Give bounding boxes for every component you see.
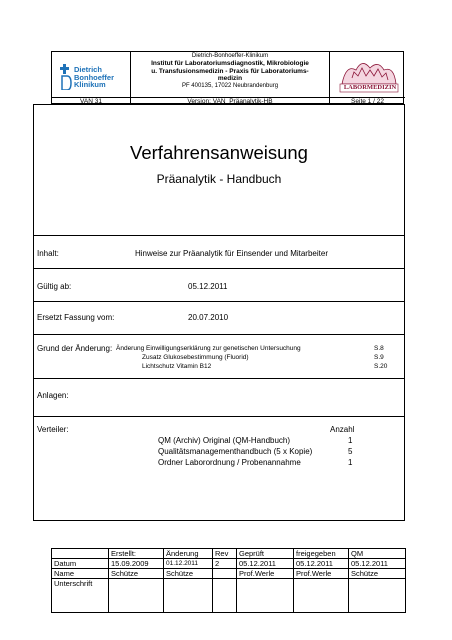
inhalt-label: Inhalt:: [37, 249, 59, 258]
verteiler-item: Qualitätsmanagementhandbuch (5 x Kopie): [158, 447, 313, 456]
page-number: Seite 1 / 22: [351, 98, 384, 105]
divider-1: [33, 235, 405, 236]
signoff-cell: [237, 579, 294, 613]
signoff-row-name: [52, 569, 406, 579]
clinic-logo: [52, 52, 130, 97]
divider-3: [33, 301, 405, 302]
grund-item-page: S.8: [374, 345, 384, 352]
signoff-header-cell: Rev: [213, 549, 237, 559]
signoff-cell: Schütze: [349, 569, 406, 579]
clinic-logo-icon: [60, 64, 72, 90]
verteiler-count: 5: [348, 447, 353, 456]
logo-line-2: Bonhoeffer: [74, 72, 114, 82]
grund-item: Lichtschutz Vitamin B12: [142, 363, 212, 370]
lab-logo: [330, 52, 405, 97]
divider-4: [33, 334, 405, 335]
signoff-header-cell: Erstellt:: [109, 549, 164, 559]
signoff-cell: Schütze: [164, 569, 213, 579]
grund-item: Änderung Einwilligungserklärung zur genetischen Untersuchung: [116, 345, 301, 352]
signoff-header-cell: Geprüft: [237, 549, 294, 559]
logo-line-3: Klinikum: [74, 80, 106, 89]
clinic-name: Dietrich-Bonhoeffer-Klinikum: [191, 53, 269, 59]
institute-line-2: u. Transfusionsmedizin - Praxis für Laboratoriums-: [151, 67, 309, 75]
signoff-cell: [213, 569, 237, 579]
signoff-header-cell: freigegeben: [294, 549, 349, 559]
signoff-cell: [349, 579, 406, 613]
signoff-cell: Unterschrift: [52, 579, 109, 613]
logo-line-1: Dietrich: [74, 65, 102, 74]
divider-2: [33, 268, 405, 269]
signoff-header-row: [52, 549, 406, 559]
doc-code: VAN 31: [80, 98, 102, 105]
inhalt-value: Hinweise zur Präanalytik für Einsender und Mitarbeiter: [135, 249, 328, 258]
signoff-cell: 05.12.2011: [237, 559, 294, 569]
institute-address: PF 400135, 17022 Neubrandenburg: [181, 82, 279, 89]
signoff-row-unterschrift: [52, 579, 406, 613]
verteiler-count: 1: [348, 458, 353, 467]
lab-logo-text: LABORMEDIZIN: [343, 84, 397, 91]
anlagen-label: Anlagen:: [37, 391, 69, 400]
anzahl-label: Anzahl: [330, 425, 355, 434]
divider-5: [33, 378, 405, 379]
gueltig-label: Gültig ab:: [37, 282, 72, 291]
signoff-cell: 05.12.2011: [349, 559, 406, 569]
verteiler-label: Verteiler:: [37, 425, 69, 434]
signoff-cell: 2: [213, 559, 237, 569]
verteiler-item: Ordner Laborordnung / Probenannahme: [158, 458, 301, 467]
institute-info: [130, 52, 330, 97]
doc-version: Version: VAN_Präanalytik-HB: [130, 98, 330, 105]
signoff-cell: Schütze: [109, 569, 164, 579]
verteiler-count: 1: [348, 436, 353, 445]
gueltig-value: 05.12.2011: [188, 282, 228, 291]
signoff-cell: [213, 579, 237, 613]
document-header: [51, 51, 404, 104]
signoff-cell: 01.12.2011: [164, 559, 213, 569]
clinic-logo-text: [74, 66, 114, 89]
signoff-cell: [109, 579, 164, 613]
ersetzt-value: 20.07.2010: [188, 313, 229, 322]
grund-item-page: S.20: [374, 363, 388, 370]
institute-line-3: medizin: [217, 75, 243, 82]
ersetzt-label: Ersetzt Fassung vom:: [37, 313, 115, 322]
institute-line-1: Institut für Laboratoriumsdiagnostik, Mikrobiologie: [151, 60, 309, 67]
signoff-header-cell: [52, 549, 109, 559]
grund-item-page: S.9: [374, 354, 384, 361]
grund-label: Grund der Änderung:: [37, 344, 113, 353]
divider-6: [33, 416, 405, 417]
signoff-cell: 15.09.2009: [109, 559, 164, 569]
signoff-cell: Prof.Werle: [237, 569, 294, 579]
verteiler-item: QM (Archiv) Original (QM-Handbuch): [158, 436, 291, 445]
signoff-row-datum: [52, 559, 406, 569]
signoff-header-cell: Änderung: [164, 549, 213, 559]
signoff-table: [51, 548, 406, 613]
signoff-cell: Datum: [52, 559, 109, 569]
signoff-cell: [164, 579, 213, 613]
document-subtitle: Präanalytik - Handbuch: [156, 172, 282, 186]
document-title: Verfahrensanweisung: [130, 142, 308, 163]
signoff-cell: Name: [52, 569, 109, 579]
signoff-cell: [294, 579, 349, 613]
grund-item: Zusatz Glukosebestimmung (Fluorid): [142, 354, 249, 361]
signoff-header-cell: QM: [349, 549, 406, 559]
signoff-cell: 05.12.2011: [294, 559, 349, 569]
signoff-cell: Prof.Werle: [294, 569, 349, 579]
